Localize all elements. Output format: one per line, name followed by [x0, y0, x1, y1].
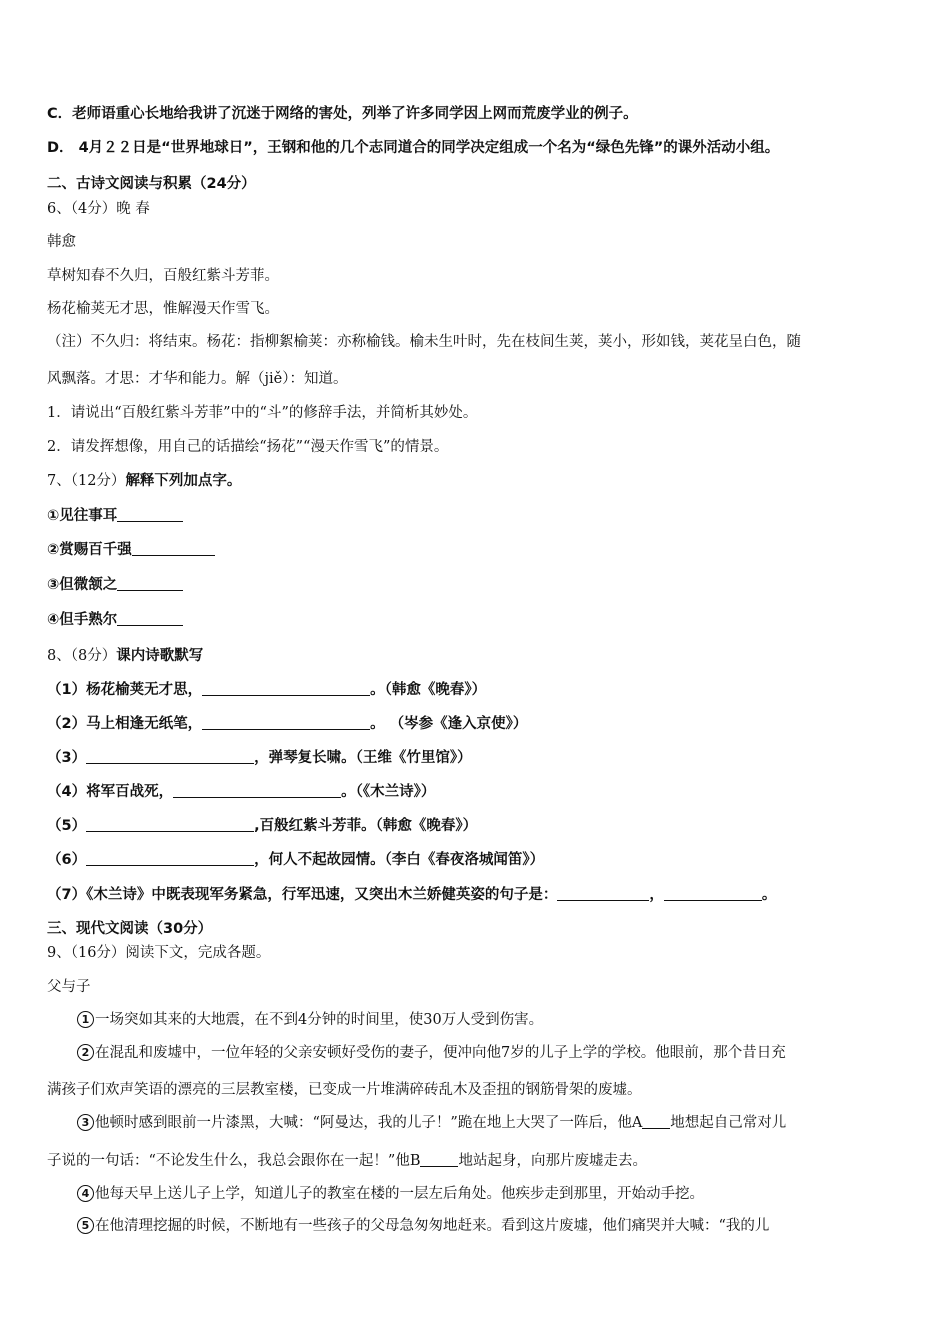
answer-blank-a[interactable] [642, 1114, 670, 1129]
paragraph-number: 2 [77, 1044, 94, 1061]
question-6-title: 6、（4分）晚 春 [47, 201, 150, 217]
answer-blank[interactable] [117, 507, 183, 522]
question-8-text: 课内诗歌默写 [116, 648, 204, 664]
question-7-item-4: ④但手熟尔 [47, 610, 183, 630]
answer-blank[interactable] [117, 611, 183, 626]
answer-blank[interactable] [664, 886, 762, 901]
question-8-item-5: （5） ,百般红紫斗芳菲。（韩愈《晚春》） [47, 818, 478, 834]
article-title: 父与子 [47, 979, 91, 995]
question-8-item-3: （3） ，弹琴复长啸。（王维《竹里馆》） [47, 750, 472, 766]
question-6-sub-1: 1．请说出“百般红紫斗芳菲”中的“斗”的修辞手法，并简析其妙处。 [47, 405, 478, 421]
answer-blank[interactable] [86, 749, 254, 764]
answer-blank[interactable] [202, 681, 370, 696]
question-8-item-6: （6） ，何人不起故园情。（李白《春夜洛城闻笛》） [47, 852, 545, 868]
answer-blank[interactable] [86, 851, 254, 866]
question-7-item-3: ③但微颔之 [47, 575, 183, 595]
option-c: C．老师语重心长地给我讲了沉迷于网络的害处，列举了许多同学因上网而荒废学业的例子。 [47, 106, 638, 122]
question-8-item-4: （4）将军百战死， 。（《木兰诗》） [47, 784, 436, 800]
paragraph-2-line-2: 满孩子们欢声笑语的漂亮的三层教室楼，已变成一片堆满碎砖乱木及歪扭的钢筋骨架的废墟。 [47, 1082, 642, 1098]
answer-blank-b[interactable] [420, 1152, 458, 1167]
paragraph-3-line-1: 3 他顿时感到眼前一片漆黑，大喊：“阿曼达，我的儿子！”跪在地上大哭了一阵后，他A 地想起自己常对儿 [77, 1113, 786, 1133]
option-d: D． 4月２２日是“世界地球日”，王钢和他的几个志同道合的同学决定组成一个名为“绿色先锋”的课外活动小组。 [47, 140, 780, 156]
question-7-number: 7、（12分） [47, 473, 126, 489]
question-7-item-2: ②赏赐百千强 [47, 540, 215, 560]
poem-line-1: 草树知春不久归，百般红紫斗芳菲。 [47, 268, 279, 284]
poem-author: 韩愈 [47, 234, 76, 250]
poem-note-line-1: （注）不久归：将结束。杨花：指柳絮榆荚：亦称榆钱。榆未生叶时，先在枝间生荚，荚小，形如钱，荚花呈白色，随 [47, 334, 801, 350]
question-6-sub-2: 2．请发挥想像，用自己的话描绘“扬花”“漫天作雪飞”的情景。 [47, 439, 449, 455]
paragraph-2-line-1: 2 在混乱和废墟中，一位年轻的父亲安顿好受伤的妻子，便冲向他7岁的儿子上学的学校。他眼前，那个昔日充 [77, 1043, 786, 1063]
question-7-title [47, 471, 241, 491]
paragraph-number: 1 [77, 1011, 94, 1028]
answer-blank[interactable] [557, 886, 649, 901]
section-heading-3: 三、现代文阅读（30分） [47, 921, 213, 937]
poem-note-line-2: 风飘落。才思：才华和能力。解（jiě）：知道。 [47, 371, 348, 387]
answer-blank[interactable] [202, 715, 370, 730]
paragraph-number: 3 [77, 1114, 94, 1131]
answer-blank[interactable] [86, 817, 254, 832]
question-8-item-1: （1）杨花榆荚无才思， 。（韩愈《晚春》） [47, 682, 487, 698]
answer-blank[interactable] [173, 783, 341, 798]
question-8-number: 8、（8分） [47, 648, 117, 664]
question-8-item-7: （7）《木兰诗》中既表现军务紧急，行军迅速，又突出木兰娇健英姿的句子是： ， 。 [47, 887, 777, 903]
paragraph-4: 4 他每天早上送儿子上学，知道儿子的教室在楼的一层左后角处。他疾步走到那里，开始动手挖。 [77, 1184, 704, 1204]
poem-line-2: 杨花榆荚无才思，惟解漫天作雪飞。 [47, 301, 279, 317]
paragraph-5: 5 在他清理挖掘的时候，不断地有一些孩子的父母急匆匆地赶来。看到这片废墟，他们痛哭并大喊：“我的儿 [77, 1216, 769, 1236]
question-7-item-1: ①见往事耳 [47, 506, 183, 526]
answer-blank[interactable] [117, 576, 183, 591]
question-8-title [47, 646, 203, 666]
question-8-item-2: （2）马上相逢无纸笔， 。 （岑参《逢入京使》） [47, 716, 528, 732]
question-9-title: 9、（16分）阅读下文，完成各题。 [47, 945, 271, 961]
question-7-text: 解释下列加点字。 [125, 473, 242, 489]
section-heading-2: 二、古诗文阅读与积累（24分） [47, 176, 256, 192]
paragraph-3-line-2: 子说的一句话：“不论发生什么，我总会跟你在一起！”他B 地站起身，向那片废墟走去。 [47, 1153, 647, 1169]
paragraph-number: 5 [77, 1217, 94, 1234]
answer-blank[interactable] [132, 541, 215, 556]
paragraph-number: 4 [77, 1185, 94, 1202]
paragraph-1: 1 一场突如其来的大地震，在不到4分钟的时间里，使30万人受到伤害。 [77, 1010, 543, 1030]
